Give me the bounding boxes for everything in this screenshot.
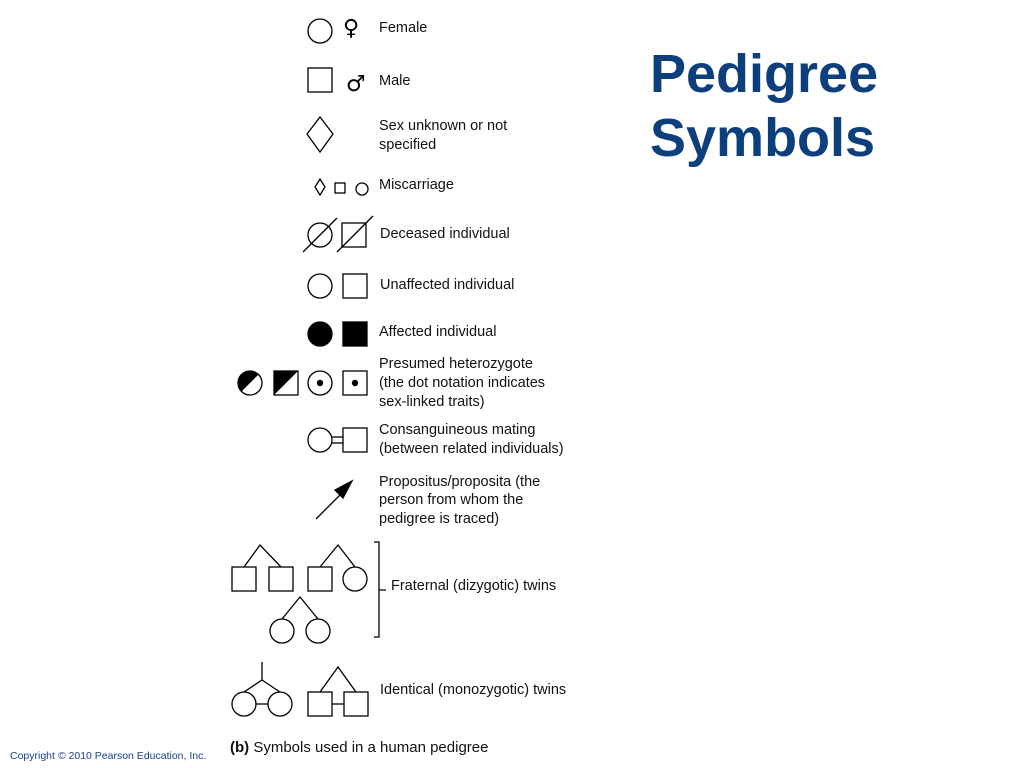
fraternal-twins-label: Fraternal (dizygotic) twins bbox=[391, 578, 557, 594]
miscarriage-label: Miscarriage bbox=[379, 177, 454, 193]
figure-caption-text: Symbols used in a human pedigree bbox=[253, 739, 489, 756]
affected-male-symbol bbox=[343, 322, 367, 346]
miscarriage-diamond-symbol bbox=[315, 179, 325, 195]
sex-unknown-label-line2: specified bbox=[379, 137, 437, 153]
fraternal-twins-female-female-symbol bbox=[270, 597, 330, 643]
heterozygote-label-line2: (the dot notation indicates bbox=[379, 375, 546, 391]
page-title-line2: Symbols bbox=[650, 108, 876, 168]
heterozygote-male-half-symbol bbox=[274, 371, 298, 395]
page-title bbox=[650, 42, 910, 170]
affected-female-symbol bbox=[308, 322, 332, 346]
unaffected-male-symbol bbox=[343, 274, 367, 298]
female-circle-symbol bbox=[308, 19, 332, 43]
identical-twins-male-symbol bbox=[308, 667, 368, 716]
sex-unknown-diamond-symbol bbox=[307, 117, 333, 152]
male-label: Male bbox=[379, 73, 411, 89]
female-sign-icon: ♀ bbox=[343, 16, 360, 41]
female-label: Female bbox=[379, 20, 428, 36]
miscarriage-square-symbol bbox=[335, 183, 345, 193]
sex-unknown-label-line1: Sex unknown or not bbox=[379, 118, 508, 134]
identical-twins-label: Identical (monozygotic) twins bbox=[380, 682, 567, 698]
fraternal-twins-male-female-symbol bbox=[308, 545, 367, 591]
figure-caption-prefix: (b) bbox=[230, 739, 250, 756]
miscarriage-circle-symbol bbox=[356, 183, 368, 195]
propositus-arrow-symbol bbox=[316, 481, 352, 519]
unaffected-female-symbol bbox=[308, 274, 332, 298]
propositus-label-line1: Propositus/proposita (the bbox=[379, 474, 541, 490]
heterozygote-label-line1: Presumed heterozygote bbox=[379, 356, 533, 372]
fraternal-twins-bracket bbox=[374, 542, 386, 637]
carrier-female-dot-symbol bbox=[308, 371, 332, 395]
unaffected-label: Unaffected individual bbox=[380, 277, 515, 293]
male-square-symbol bbox=[308, 68, 332, 92]
page-title-line1: Pedigree bbox=[650, 44, 879, 104]
copyright-notice: Copyright © 2010 Pearson Education, Inc. bbox=[10, 750, 207, 762]
deceased-female-symbol bbox=[303, 218, 337, 252]
affected-label: Affected individual bbox=[379, 324, 497, 340]
deceased-label: Deceased individual bbox=[380, 226, 510, 242]
male-sign-icon: ♂ bbox=[346, 72, 366, 97]
carrier-male-dot-symbol bbox=[343, 371, 367, 395]
deceased-male-symbol bbox=[337, 216, 373, 252]
consanguineous-mating-symbol bbox=[308, 428, 367, 452]
consanguineous-label-line1: Consanguineous mating bbox=[379, 422, 536, 438]
identical-twins-female-symbol bbox=[232, 662, 292, 716]
consanguineous-label-line2: (between related individuals) bbox=[379, 441, 564, 457]
figure-caption bbox=[230, 739, 488, 756]
propositus-label-line3: pedigree is traced) bbox=[379, 511, 500, 527]
heterozygote-female-half-symbol bbox=[238, 371, 262, 395]
fraternal-twins-male-male-symbol bbox=[232, 545, 293, 591]
heterozygote-label-line3: sex-linked traits) bbox=[379, 394, 485, 410]
propositus-label-line2: person from whom the bbox=[379, 492, 524, 508]
